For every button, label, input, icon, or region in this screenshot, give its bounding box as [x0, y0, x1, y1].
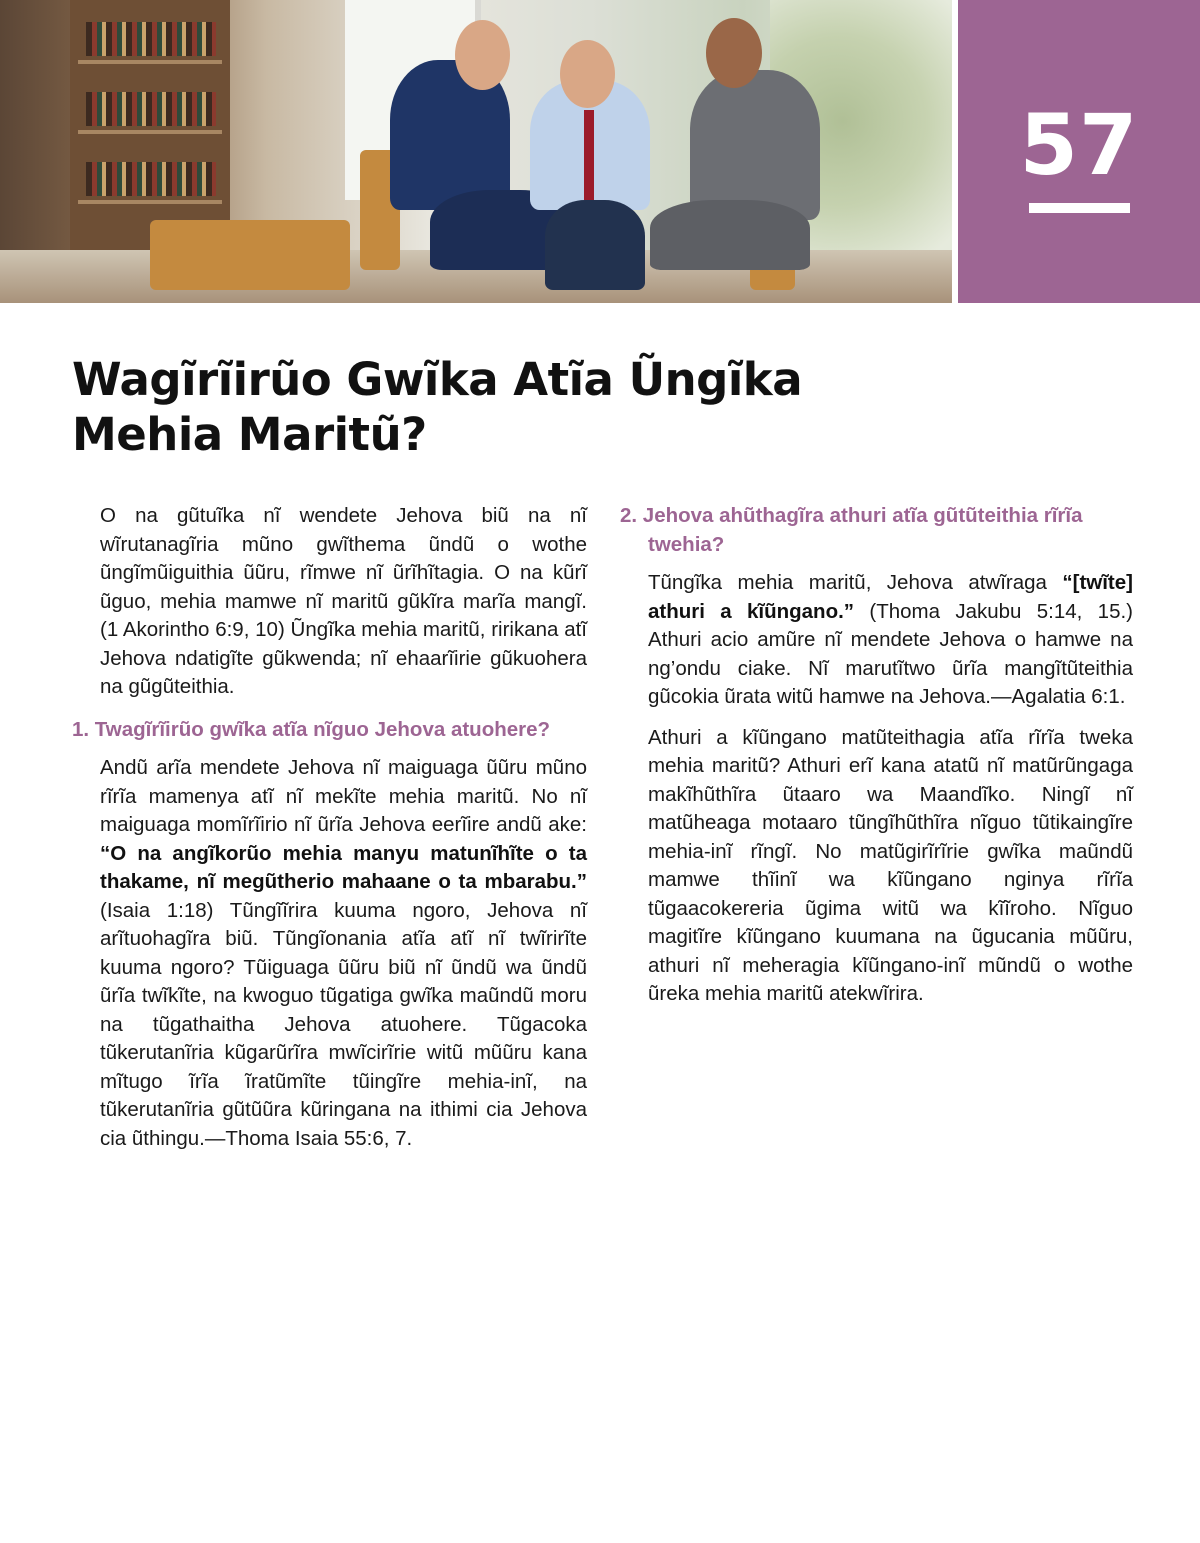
person-center-legs — [545, 200, 645, 290]
title-line-1: Wagĩrĩirũo Gwĩka Atĩa Ũngĩka — [72, 353, 803, 406]
tie — [584, 110, 594, 200]
intro-paragraph: O na gũtuĩka nĩ wendete Jehova biũ na nĩ wĩrutanagĩria mũno gwĩthema ũndũ o wothe ũngĩmũiguithia ũũru, rĩmwe nĩ ũrĩhĩtagia. O na kũrĩ ũguo, mehia mamwe nĩ maritũ gũkĩra marĩa mangĩ. (1 Akorintho 6:9, 10) Ũngĩka mehia maritũ, ririkana atĩ Jehova ndatigĩte gũkwenda; nĩ ehaarĩirie gũkuohera na gũgũteithia. — [100, 504, 587, 698]
person-right-legs — [650, 200, 810, 270]
lesson-number: 57 — [1019, 96, 1139, 194]
person-center-head — [560, 40, 615, 108]
section-1-text-a: Andũ arĩa mendete Jehova nĩ maiguaga ũũru mũno rĩrĩa mamenya atĩ nĩ mekĩte mehia maritũ. No nĩ maiguaga momĩrĩirio nĩ ũrĩa Jehova eerĩire andũ ake: — [100, 756, 587, 836]
header-photo — [0, 0, 952, 303]
chair — [150, 220, 350, 290]
badge-underline — [1029, 203, 1130, 213]
right-column — [620, 502, 1133, 1021]
section-2-paragraph-1 — [620, 569, 1133, 712]
section-1-paragraph — [72, 754, 587, 1153]
section-1-heading: 1. Twagĩrĩirũo gwĩka atĩa nĩguo Jehova atuohere? — [72, 717, 551, 741]
title-line-2: Mehia Maritũ? — [72, 408, 427, 461]
section-2-text-b: (Thoma Jakubu 5:14, 15.) Athuri acio amũre nĩ mendete Jehova o hamwe na ng’ondu ciake. Nĩ marutĩtwo ũrĩa mangĩtũteithia gũcokia ũrata witũ hamwe na Jehova.—Agalatia 6:1. — [648, 599, 1134, 708]
person-right-head — [706, 18, 762, 88]
section-2-paragraph-2: Athuri a kĩũngano matũteithagia atĩa rĩrĩa tweka mehia maritũ? Athuri erĩ kana atatũ nĩ matũrũngaga makĩhũthĩra ũtaaro wa Maandĩko. Ningĩ nĩ matũheaga motaaro tũngĩhũthĩra nĩguo tũtikaingĩre mehia-inĩ rĩngĩ. No matũgirĩrĩrie gwĩka maũndũ mamwe thĩinĩ wa kĩũngano nginya rĩrĩa tũgaacokereria ũgima witũ wa kĩĩroho. Nĩguo magitĩre kĩũngano kuumana na ũgucania mũũru, athuri nĩ meheragia kĩũngano-inĩ mũndũ o wothe ũreka mehia maritũ atekwĩrira. — [648, 725, 1133, 1005]
section-2-text-a: Tũngĩka mehia maritũ, Jehova atwĩraga — [648, 571, 1063, 594]
books-row — [86, 92, 216, 126]
books-row — [86, 162, 216, 196]
section-1-quote: “O na angĩkorũo mehia manyu matunĩhĩte o ta thakame, nĩ megũtherio mahaane o ta mbarabu.” — [100, 841, 587, 893]
books-row — [86, 22, 216, 56]
left-column — [72, 502, 587, 1165]
section-1-text-b: (Isaia 1:18) Tũngĩĩrira kuuma ngoro, Jehova nĩ arĩtuohagĩra biũ. Tũngĩonania atĩa atĩ nĩ twĩrirĩte kuuma ngoro? Tũiguaga ũũru biũ nĩ ũndũ wa ũndũ ũrĩa twĩkĩte, na kwoguo tũgatiga gwĩka maũndũ moru na tũgathaitha Jehova atuohere. Tũgacoka tũkerutanĩria kũgarũrĩra mwĩcirĩrie witũ mũũru kana mĩtugo ĩrĩa ĩratũmĩte tũingĩre mehia-inĩ, na tũkerutanĩria gũtũũra kũringana na ithimi cia Jehova cia ũthingu.—Thoma Isaia 55:6, 7. — [100, 898, 587, 1150]
person-left-head — [455, 20, 510, 90]
page-title — [72, 352, 1072, 462]
lesson-number-badge — [958, 0, 1200, 303]
section-2-quote: “[twĩte] athuri a kĩũngano.” — [648, 571, 1133, 623]
section-2-heading: 2. Jehova ahũthagĩra athuri atĩa gũtũteithia rĩrĩa twehia? — [620, 504, 1083, 556]
person-right — [690, 70, 820, 220]
